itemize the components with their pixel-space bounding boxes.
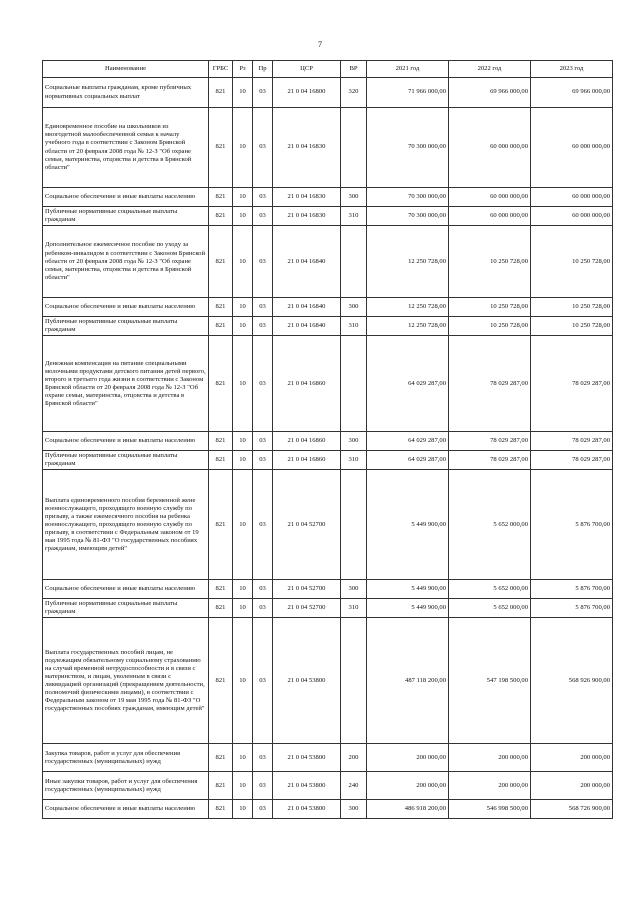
cell-name: Денежная компенсация на питание специальными молочными продуктами детского питания детей первого, второго и третьего года жизни в соответствии с Законом Брянской области от 20 февраля 2008 года № 12-З "Об охране семьи, материнства, отцовства и детства в Брянской области"	[43, 336, 209, 432]
cell-grbs: 821	[209, 78, 233, 108]
col-header-vr: ВР	[341, 61, 367, 78]
cell-2022: 547 198 500,00	[449, 618, 531, 744]
cell-csr: 21 0 04 52700	[273, 580, 341, 599]
cell-2023: 10 250 728,00	[531, 317, 613, 336]
cell-2021: 71 966 000,00	[367, 78, 449, 108]
cell-rz: 10	[233, 451, 253, 470]
cell-pr: 03	[253, 451, 273, 470]
table-row	[43, 772, 613, 800]
cell-name: Иные закупки товаров, работ и услуг для обеспечения государственных (муниципальных) нужд	[43, 772, 209, 800]
cell-rz: 10	[233, 599, 253, 618]
cell-vr: 310	[341, 207, 367, 226]
cell-grbs: 821	[209, 108, 233, 188]
cell-rz: 10	[233, 470, 253, 580]
cell-grbs: 821	[209, 226, 233, 298]
cell-pr: 03	[253, 336, 273, 432]
cell-rz: 10	[233, 188, 253, 207]
cell-name: Закупка товаров, работ и услуг для обеспечения государственных (муниципальных) нужд	[43, 744, 209, 772]
cell-csr: 21 0 04 16840	[273, 226, 341, 298]
cell-csr: 21 0 04 16840	[273, 317, 341, 336]
col-header-name: Наименование	[43, 61, 209, 78]
cell-2021: 70 300 000,00	[367, 207, 449, 226]
table-row	[43, 317, 613, 336]
cell-rz: 10	[233, 108, 253, 188]
cell-2023: 568 726 900,00	[531, 800, 613, 819]
cell-name: Социальные выплаты гражданам, кроме публичных нормативных социальных выплат	[43, 78, 209, 108]
cell-vr: 320	[341, 78, 367, 108]
cell-pr: 03	[253, 78, 273, 108]
cell-2021: 5 449 900,00	[367, 599, 449, 618]
cell-name: Социальное обеспечение и иные выплаты населению	[43, 188, 209, 207]
cell-rz: 10	[233, 618, 253, 744]
cell-vr	[341, 336, 367, 432]
cell-2022: 78 029 287,00	[449, 451, 531, 470]
table-row	[43, 78, 613, 108]
cell-2022: 200 000,00	[449, 744, 531, 772]
cell-rz: 10	[233, 580, 253, 599]
cell-2022: 10 250 728,00	[449, 298, 531, 317]
cell-2021: 5 449 900,00	[367, 470, 449, 580]
cell-2022: 10 250 728,00	[449, 317, 531, 336]
col-header-2021: 2021 год	[367, 61, 449, 78]
cell-2023: 5 876 700,00	[531, 580, 613, 599]
table-row	[43, 744, 613, 772]
cell-rz: 10	[233, 432, 253, 451]
cell-vr: 310	[341, 599, 367, 618]
table-row	[43, 580, 613, 599]
cell-vr: 300	[341, 188, 367, 207]
col-header-pr: Пр	[253, 61, 273, 78]
table-row	[43, 618, 613, 744]
cell-2023: 5 876 700,00	[531, 599, 613, 618]
cell-vr: 310	[341, 317, 367, 336]
cell-pr: 03	[253, 108, 273, 188]
cell-2021: 12 250 728,00	[367, 226, 449, 298]
table-row	[43, 188, 613, 207]
cell-vr	[341, 618, 367, 744]
cell-csr: 21 0 04 53800	[273, 772, 341, 800]
cell-2023: 200 000,00	[531, 772, 613, 800]
cell-rz: 10	[233, 800, 253, 819]
cell-2023: 568 926 900,00	[531, 618, 613, 744]
cell-name: Социальное обеспечение и иные выплаты населению	[43, 800, 209, 819]
cell-rz: 10	[233, 317, 253, 336]
cell-pr: 03	[253, 188, 273, 207]
cell-vr: 200	[341, 744, 367, 772]
table-row	[43, 207, 613, 226]
cell-2021: 64 029 287,00	[367, 432, 449, 451]
cell-2023: 10 250 728,00	[531, 298, 613, 317]
page-number: 7	[318, 40, 322, 49]
cell-name: Публичные нормативные социальные выплаты гражданам	[43, 451, 209, 470]
cell-2022: 60 000 000,00	[449, 207, 531, 226]
cell-2021: 486 918 200,00	[367, 800, 449, 819]
table-row	[43, 800, 613, 819]
cell-2021: 70 300 000,00	[367, 188, 449, 207]
table-row	[43, 599, 613, 618]
cell-2022: 200 000,00	[449, 772, 531, 800]
cell-csr: 21 0 04 16860	[273, 336, 341, 432]
cell-grbs: 821	[209, 772, 233, 800]
cell-grbs: 821	[209, 451, 233, 470]
cell-csr: 21 0 04 52700	[273, 470, 341, 580]
cell-pr: 03	[253, 580, 273, 599]
cell-name: Выплата единовременного пособия беременной жене военнослужащего, проходящего военную службу по призыву, а также ежемесячного пособия на ребенка военнослужащего, проходящего военную службу по призыву, в соответствии с Федеральным законом от 19 мая 1995 года № 81-ФЗ "О государственных пособиях гражданам, имеющим детей"	[43, 470, 209, 580]
cell-2023: 60 000 000,00	[531, 108, 613, 188]
cell-2022: 60 000 000,00	[449, 188, 531, 207]
col-header-grbs: ГРБС	[209, 61, 233, 78]
table-row	[43, 451, 613, 470]
cell-csr: 21 0 04 53800	[273, 800, 341, 819]
cell-2023: 78 029 287,00	[531, 451, 613, 470]
cell-vr	[341, 108, 367, 188]
cell-rz: 10	[233, 744, 253, 772]
cell-rz: 10	[233, 336, 253, 432]
cell-grbs: 821	[209, 744, 233, 772]
cell-vr: 300	[341, 580, 367, 599]
cell-2023: 60 000 000,00	[531, 207, 613, 226]
cell-rz: 10	[233, 207, 253, 226]
cell-grbs: 821	[209, 800, 233, 819]
cell-csr: 21 0 04 16860	[273, 451, 341, 470]
cell-2021: 70 300 000,00	[367, 108, 449, 188]
cell-2022: 5 652 000,00	[449, 599, 531, 618]
table-header-row	[43, 61, 613, 78]
cell-2023: 10 250 728,00	[531, 226, 613, 298]
col-header-2023: 2023 год	[531, 61, 613, 78]
cell-grbs: 821	[209, 336, 233, 432]
cell-2022: 5 652 000,00	[449, 580, 531, 599]
cell-2022: 78 029 287,00	[449, 432, 531, 451]
cell-rz: 10	[233, 772, 253, 800]
cell-rz: 10	[233, 78, 253, 108]
cell-grbs: 821	[209, 207, 233, 226]
cell-grbs: 821	[209, 298, 233, 317]
cell-2021: 200 000,00	[367, 744, 449, 772]
cell-rz: 10	[233, 298, 253, 317]
cell-2023: 60 000 000,00	[531, 188, 613, 207]
cell-2023: 69 966 000,00	[531, 78, 613, 108]
cell-name: Дополнительное ежемесячное пособие по уходу за ребенком-инвалидом в соответствии с Законом Брянской области от 20 февраля 2008 года № 12-З "Об охране семьи, материнства, отцовства и детства в Брянской области"	[43, 226, 209, 298]
cell-pr: 03	[253, 800, 273, 819]
cell-rz: 10	[233, 226, 253, 298]
cell-pr: 03	[253, 744, 273, 772]
cell-2021: 200 000,00	[367, 772, 449, 800]
cell-2022: 546 998 500,00	[449, 800, 531, 819]
cell-pr: 03	[253, 207, 273, 226]
cell-2023: 200 000,00	[531, 744, 613, 772]
cell-2022: 10 250 728,00	[449, 226, 531, 298]
cell-name: Публичные нормативные социальные выплаты гражданам	[43, 599, 209, 618]
table-row	[43, 336, 613, 432]
table-row	[43, 470, 613, 580]
cell-pr: 03	[253, 226, 273, 298]
cell-vr: 300	[341, 800, 367, 819]
cell-2023: 78 029 287,00	[531, 336, 613, 432]
table-row	[43, 432, 613, 451]
cell-2023: 5 876 700,00	[531, 470, 613, 580]
cell-name: Публичные нормативные социальные выплаты гражданам	[43, 207, 209, 226]
cell-grbs: 821	[209, 470, 233, 580]
cell-csr: 21 0 04 16830	[273, 188, 341, 207]
cell-2021: 64 029 287,00	[367, 336, 449, 432]
col-header-csr: ЦСР	[273, 61, 341, 78]
cell-pr: 03	[253, 599, 273, 618]
cell-vr: 300	[341, 432, 367, 451]
cell-csr: 21 0 04 16840	[273, 298, 341, 317]
cell-vr: 240	[341, 772, 367, 800]
cell-name: Выплата государственных пособий лицам, не подлежащим обязательному социальному страхованию на случай временной нетрудоспособности и в связи с материнством, и лицам, уволенным в связи с ликвидацией организаций (прекращением деятельности, полномочий физическими лицами), в соответствии с Федеральным законом от 19 мая 1995 года № 81-ФЗ "О государственных пособиях гражданам, имеющим детей"	[43, 618, 209, 744]
cell-2021: 487 118 200,00	[367, 618, 449, 744]
cell-grbs: 821	[209, 432, 233, 451]
cell-name: Единовременное пособие на школьников из многодетной малообеспеченной семьи к началу учебного года в соответствии с Законом Брянской области от 20 февраля 2008 года № 12-З "Об охране семьи, материнства, отцовства и детства в Брянской области"	[43, 108, 209, 188]
cell-grbs: 821	[209, 580, 233, 599]
cell-pr: 03	[253, 432, 273, 451]
budget-table	[42, 60, 613, 819]
cell-2022: 69 966 000,00	[449, 78, 531, 108]
cell-2021: 12 250 728,00	[367, 317, 449, 336]
cell-csr: 21 0 04 53800	[273, 618, 341, 744]
table-row	[43, 226, 613, 298]
cell-grbs: 821	[209, 317, 233, 336]
cell-2022: 5 652 000,00	[449, 470, 531, 580]
table-row	[43, 298, 613, 317]
col-header-2022: 2022 год	[449, 61, 531, 78]
cell-pr: 03	[253, 772, 273, 800]
cell-pr: 03	[253, 317, 273, 336]
table-row	[43, 108, 613, 188]
cell-csr: 21 0 04 53800	[273, 744, 341, 772]
cell-pr: 03	[253, 470, 273, 580]
cell-2021: 5 449 900,00	[367, 580, 449, 599]
cell-2022: 60 000 000,00	[449, 108, 531, 188]
cell-pr: 03	[253, 618, 273, 744]
cell-grbs: 821	[209, 618, 233, 744]
cell-2021: 12 250 728,00	[367, 298, 449, 317]
cell-name: Социальное обеспечение и иные выплаты населению	[43, 432, 209, 451]
cell-name: Социальное обеспечение и иные выплаты населению	[43, 298, 209, 317]
cell-vr: 300	[341, 298, 367, 317]
cell-name: Социальное обеспечение и иные выплаты населению	[43, 580, 209, 599]
cell-2022: 78 029 287,00	[449, 336, 531, 432]
cell-name: Публичные нормативные социальные выплаты гражданам	[43, 317, 209, 336]
cell-2023: 78 029 287,00	[531, 432, 613, 451]
cell-vr	[341, 470, 367, 580]
cell-grbs: 821	[209, 599, 233, 618]
cell-csr: 21 0 04 16800	[273, 78, 341, 108]
cell-csr: 21 0 04 52700	[273, 599, 341, 618]
cell-csr: 21 0 04 16860	[273, 432, 341, 451]
cell-2021: 64 029 287,00	[367, 451, 449, 470]
cell-csr: 21 0 04 16830	[273, 207, 341, 226]
cell-vr: 310	[341, 451, 367, 470]
cell-vr	[341, 226, 367, 298]
cell-pr: 03	[253, 298, 273, 317]
cell-csr: 21 0 04 16830	[273, 108, 341, 188]
cell-grbs: 821	[209, 188, 233, 207]
col-header-rz: Рз	[233, 61, 253, 78]
